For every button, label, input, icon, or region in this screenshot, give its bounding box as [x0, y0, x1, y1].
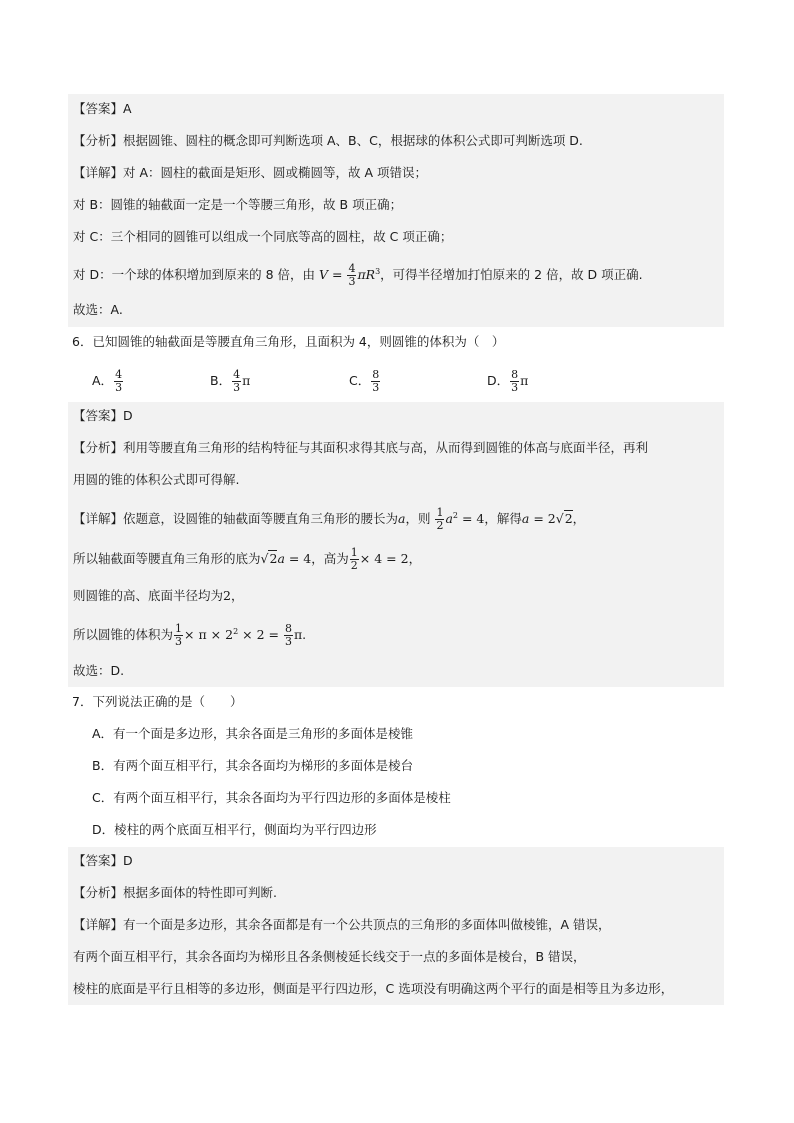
option-6-d[interactable]: D． $\frac{8}{3}$ π: [487, 368, 529, 394]
option-6-c[interactable]: C． $\frac{8}{3}$: [349, 368, 380, 394]
detail-6-b: 所以轴截面等腰直角三角形的底为√2a = 4，高为 $\frac{1}{2}$ × 4 = 2，: [73, 546, 422, 572]
option-6-b[interactable]: B． $\frac{4}{3}$ π: [210, 368, 251, 394]
detail-5-c: 对 C：三个相同的圆锥可以组成一个同底等高的圆柱，故 C 项正确；: [73, 229, 453, 244]
detail-5-a: 【详解】对 A：圆柱的截面是矩形、圆或椭圆等，故 A 项错误；: [73, 165, 428, 180]
answer-6: 【答案】D: [73, 408, 133, 423]
detail-6-d: 所以圆锥的体积为 $\frac{1}{3}$ × $\pi \times 2^2 \times 2$ = $\frac{8}{3}$ π.: [73, 622, 307, 649]
option-7-a[interactable]: A．有一个面是多边形，其余各面是三角形的多面体是棱锥: [92, 726, 414, 741]
detail-7-a: 【详解】有一个面是多边形，其余各面都是有一个公共顶点的三角形的多面体叫做棱锥，A 错误，: [73, 917, 611, 932]
question-7-stem: 7．下列说法正确的是（ ）: [72, 694, 243, 709]
option-6-a[interactable]: A． $\frac{4}{3}$: [92, 368, 123, 394]
analysis-5: 【分析】根据圆锥、圆柱的概念即可判断选项 A、B、C，根据球的体积公式即可判断选项 D.: [73, 133, 583, 148]
analysis-7: 【分析】根据多面体的特性即可判断.: [73, 885, 277, 900]
detail-5-d: 对 D：一个球的体积增加到原来的 8 倍，由 V = $\frac{4}{3}$ $\pi R^3$，可得半径增加打怕原来的 2 倍，故 D 项正确.: [73, 262, 643, 289]
option-7-b[interactable]: B．有两个面互相平行，其余各面均为梯形的多面体是棱台: [92, 758, 414, 773]
choose-6: 故选：D.: [73, 663, 125, 678]
detail-7-b: 有两个面互相平行，其余各面均为梯形且各条侧棱延长线交于一点的多面体是棱台，B 错误，: [73, 949, 586, 964]
detail-6-a: 【详解】依题意，设圆锥的轴截面等腰直角三角形的腰长为a，则 $\frac{1}{2}$ $a^2 = 4$，解得a = 2√2，: [73, 506, 586, 533]
answer-5: 【答案】A: [73, 101, 132, 116]
analysis-6-a: 【分析】利用等腰直角三角形的结构特征与其面积求得其底与高，从而得到圆锥的体高与底面半径，再利: [73, 440, 649, 455]
analysis-6-b: 用圆的锥的体积公式即可得解.: [73, 472, 240, 487]
option-7-d[interactable]: D．棱柱的两个底面互相平行，侧面均为平行四边形: [92, 822, 377, 837]
answer-7: 【答案】D: [73, 853, 133, 868]
detail-5-b: 对 B：圆锥的轴截面一定是一个等腰三角形，故 B 项正确；: [73, 197, 403, 212]
choose-5: 故选：A.: [73, 302, 123, 317]
detail-7-c: 棱柱的底面是平行且相等的多边形，侧面是平行四边形，C 选项没有明确这两个平行的面是相等且为多边形，: [73, 981, 674, 996]
fraction: $\frac{4}{3}$: [348, 262, 356, 289]
option-7-c[interactable]: C．有两个面互相平行，其余各面均为平行四边形的多面体是棱柱: [92, 790, 451, 805]
detail-6-c: 则圆锥的高、底面半径均为2，: [73, 588, 244, 603]
question-6-stem: 6．已知圆锥的轴截面是等腰直角三角形，且面积为 4，则圆锥的体积为（ ）: [72, 334, 505, 349]
